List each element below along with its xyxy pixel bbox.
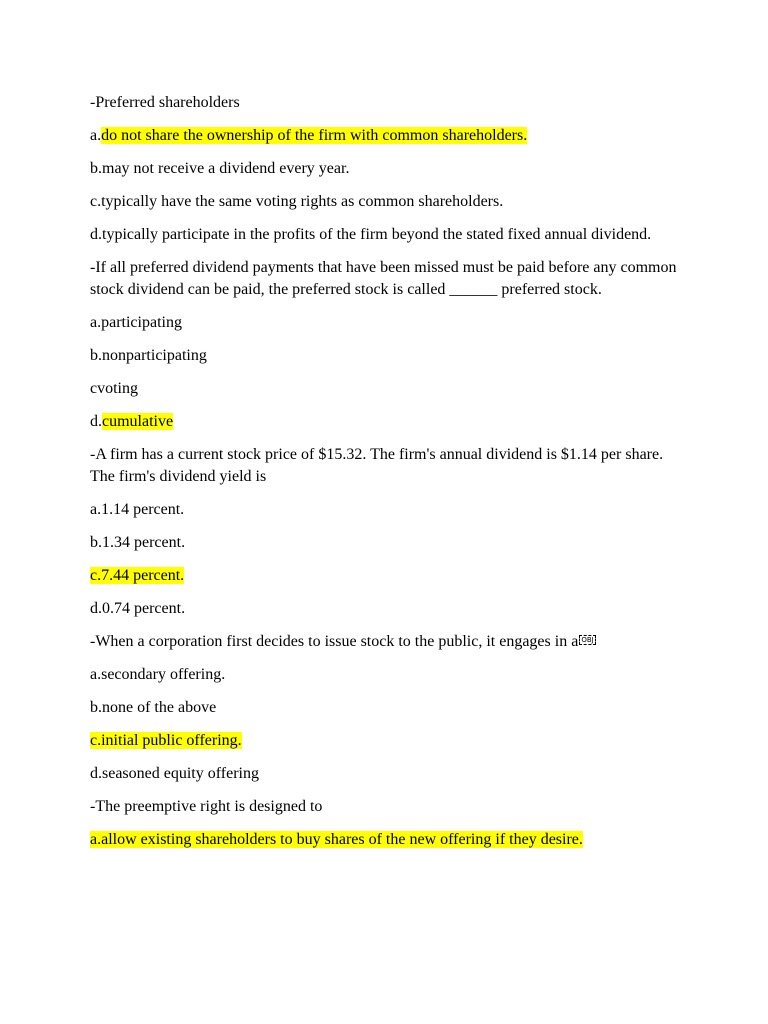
- option-text: d.seasoned equity offering: [90, 765, 259, 782]
- question-ipo: [90, 631, 690, 653]
- answer-option: [90, 565, 690, 587]
- answer-option: [90, 499, 690, 521]
- answer-option: [90, 345, 690, 367]
- question-cumulative-preferred: [90, 257, 690, 301]
- option-text: b.nonparticipating: [90, 347, 207, 364]
- answer-option: [90, 829, 690, 851]
- question-dividend-yield: [90, 444, 690, 488]
- answer-option: [90, 191, 690, 213]
- answer-option: [90, 158, 690, 180]
- option-text: a.1.14 percent.: [90, 501, 185, 518]
- option-text: d.0.74 percent.: [90, 600, 186, 617]
- question-preferred-shareholders: [90, 92, 690, 114]
- option-prefix: d.: [90, 413, 102, 430]
- highlighted-answer: c.initial public offering.: [90, 732, 242, 749]
- highlighted-answer: a.allow existing shareholders to buy shares of the new offering if they desire.: [90, 831, 583, 848]
- option-text: b.none of the above: [90, 699, 217, 716]
- option-text: b.1.34 percent.: [90, 534, 186, 551]
- option-text: a.secondary offering.: [90, 666, 226, 683]
- question-text: -When a corporation first decides to issue stock to the public, it engages in a: [90, 633, 579, 650]
- answer-option: [90, 378, 690, 400]
- option-text: d.typically participate in the profits of the firm beyond the stated fixed annual dividend.: [90, 226, 652, 243]
- question-text: -If all preferred dividend payments that have been missed must be paid before any common stock dividend can be paid, the preferred stock is called ______ preferred stock.: [90, 259, 677, 298]
- question-text: -A firm has a current stock price of $15.32. The firm's annual dividend is $1.14 per share. The firm's dividend yield is: [90, 446, 664, 485]
- answer-option: [90, 730, 690, 752]
- question-text: -The preemptive right is designed to: [90, 798, 323, 815]
- question-preemptive-right: [90, 796, 690, 818]
- option-text: a.participating: [90, 314, 182, 331]
- answer-option: [90, 224, 690, 246]
- answer-option: [90, 763, 690, 785]
- answer-option: [90, 664, 690, 686]
- option-text: c.typically have the same voting rights as common shareholders.: [90, 193, 504, 210]
- object-placeholder-glyph: OBJ: [581, 636, 594, 644]
- highlighted-answer: do not share the ownership of the firm with common shareholders.: [101, 127, 528, 144]
- answer-option: [90, 532, 690, 554]
- answer-option: [90, 125, 690, 147]
- option-text: cvoting: [90, 380, 138, 397]
- document-page: [90, 92, 690, 862]
- option-prefix: a.: [90, 127, 102, 144]
- highlighted-answer: c.7.44 percent.: [90, 567, 185, 584]
- highlighted-answer: cumulative: [102, 413, 174, 430]
- answer-option: [90, 312, 690, 334]
- answer-option: [90, 697, 690, 719]
- answer-option: [90, 598, 690, 620]
- answer-option: [90, 411, 690, 433]
- question-text: -Preferred shareholders: [90, 94, 240, 111]
- option-text: b.may not receive a dividend every year.: [90, 160, 350, 177]
